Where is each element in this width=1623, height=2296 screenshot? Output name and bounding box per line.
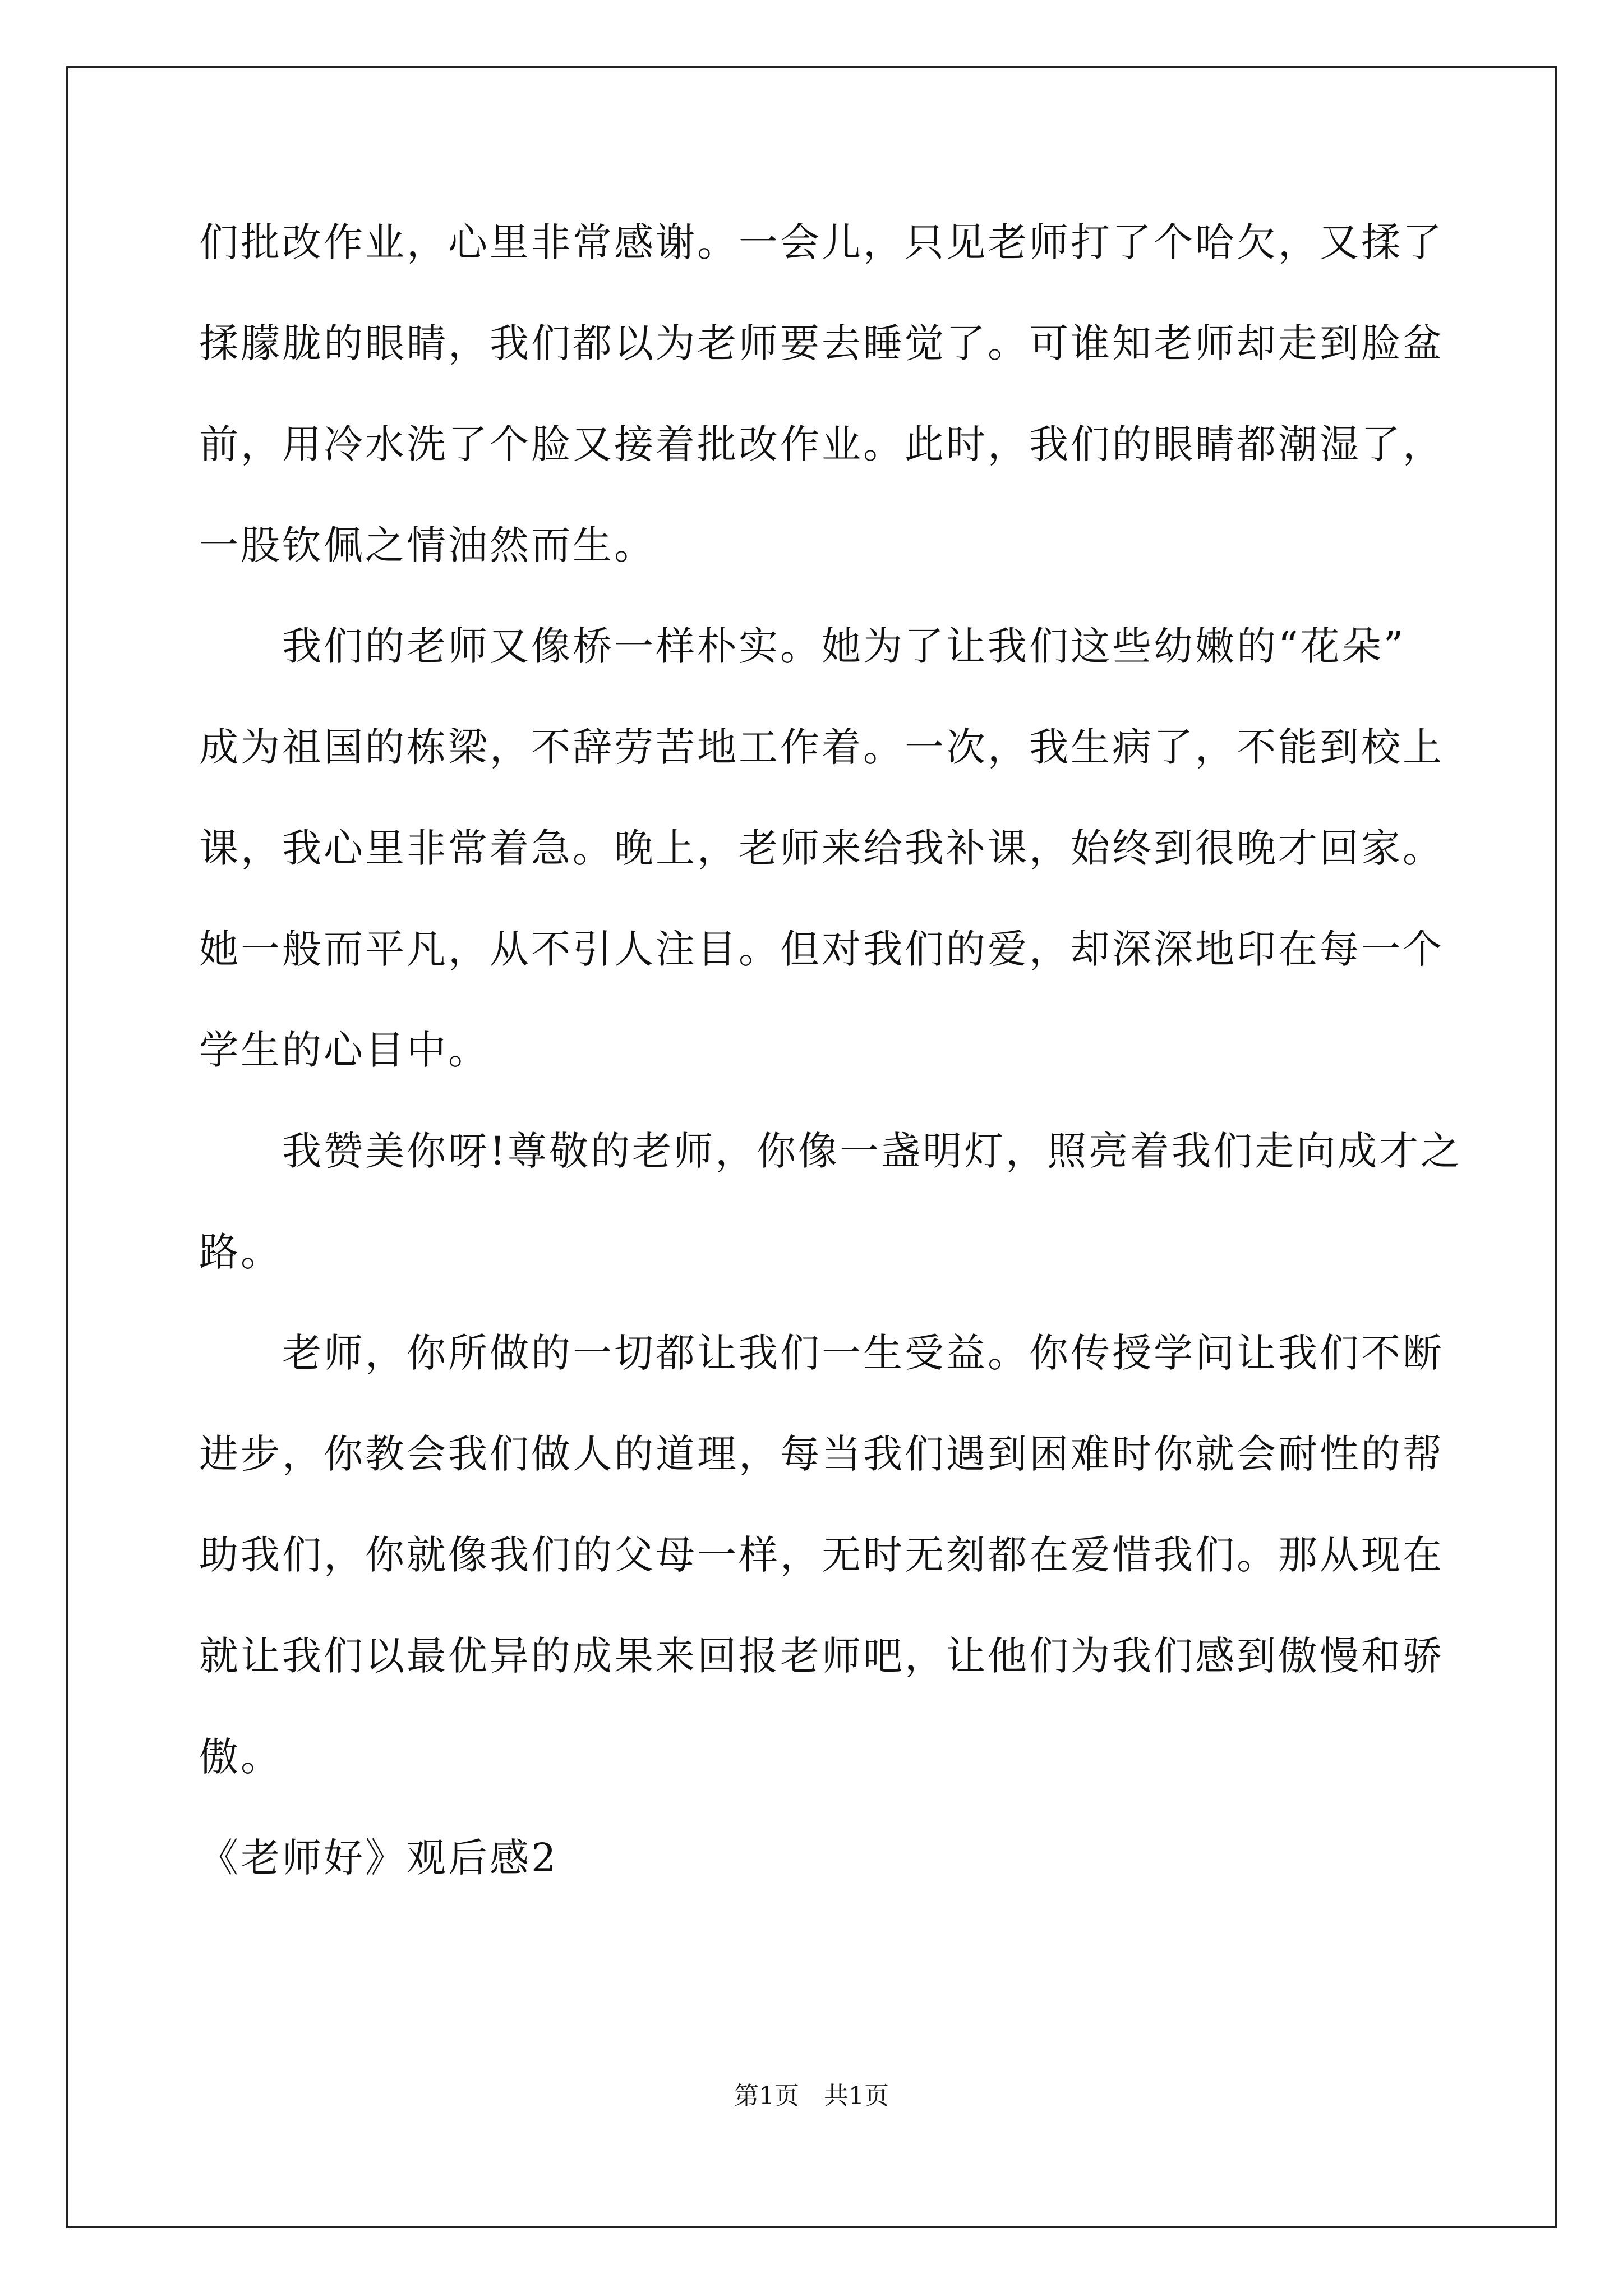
text-line: 们批改作业，心里非常感谢。一会儿，只见老师打了个哈欠，又揉了 [199,219,1444,265]
text-line: 就让我们以最优异的成果来回报老师吧，让他们为我们感到傲慢和骄 [199,1633,1444,1679]
text-line: 前，用冷水洗了个脸又接着批改作业。此时，我们的眼睛都潮湿了， [199,421,1444,467]
document-body [199,209,1463,1925]
text-line: 她一般而平凡，从不引人注目。但对我们的爱，却深深地印在每一个 [199,926,1444,972]
text-line: 课，我心里非常着急。晚上，老师来给我补课，始终到很晚才回家。 [199,825,1444,871]
text-line: 傲。 [199,1734,282,1780]
text-line: 成为祖国的栋梁，不辞劳苦地工作着。一次，我生病了，不能到校上 [199,724,1444,770]
text-line: 我赞美你呀!尊敬的老师，你像一盏明灯，照亮着我们走向成才之 [199,1128,1463,1174]
text-line: 助我们，你就像我们的父母一样，无时无刻都在爱惜我们。那从现在 [199,1532,1444,1578]
text-line: 学生的心目中。 [199,1027,490,1073]
text-line: 进步，你教会我们做人的道理，每当我们遇到困难时你就会耐性的帮 [199,1431,1444,1477]
text-line: 揉朦胧的眼睛，我们都以为老师要去睡觉了。可谁知老师却走到脸盆 [199,320,1444,366]
text-line: 路。 [199,1229,282,1275]
text-line: 我们的老师又像桥一样朴实。她为了让我们这些幼嫩的“花朵” [199,623,1406,669]
page-footer: 第1页 共1页 [734,2082,889,2110]
section-heading: 《老师好》观后感2 [199,1835,559,1881]
text-line: 一股钦佩之情油然而生。 [199,522,656,568]
text-line: 老师，你所做的一切都让我们一生受益。你传授学问让我们不断 [199,1330,1444,1376]
